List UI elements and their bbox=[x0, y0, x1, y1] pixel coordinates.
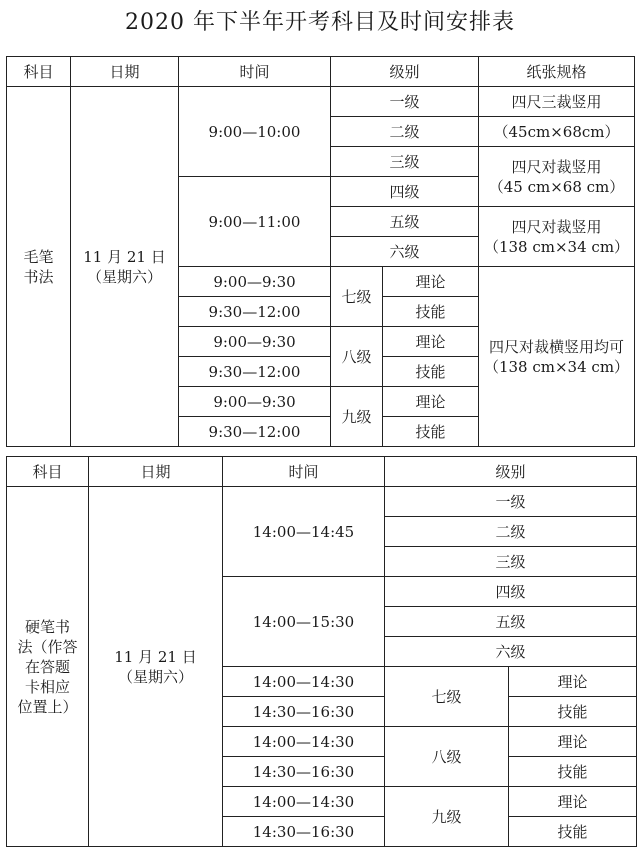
time-cell: 14:30—16:30 bbox=[223, 757, 385, 787]
level-cell: 八级 bbox=[385, 727, 509, 787]
subject-cell bbox=[7, 487, 89, 847]
level-cell: 六级 bbox=[385, 637, 637, 667]
subject-line: 法（作答 bbox=[17, 637, 78, 656]
paper-line: 四尺对裁竖用 bbox=[511, 217, 602, 236]
sublevel-cell: 理论 bbox=[509, 727, 637, 757]
date-line: （星期六） bbox=[86, 267, 162, 286]
subject-line: 位置上） bbox=[17, 697, 78, 716]
header-cell: 时间 bbox=[223, 457, 385, 487]
time-cell: 9:30—12:00 bbox=[179, 357, 331, 387]
sublevel-cell: 技能 bbox=[509, 757, 637, 787]
subject-line: 硬笔书 bbox=[24, 617, 70, 636]
date-line: 11 月 21 日 bbox=[83, 247, 166, 266]
hard-pen-calligraphy-table bbox=[6, 456, 637, 847]
level-cell: 五级 bbox=[385, 607, 637, 637]
time-cell: 9:30—12:00 bbox=[179, 417, 331, 447]
level-cell: 一级 bbox=[385, 487, 637, 517]
paper-line: （138 cm×34 cm） bbox=[483, 237, 630, 256]
paper-cell bbox=[479, 147, 635, 207]
header-cell: 科目 bbox=[7, 457, 89, 487]
sublevel-cell: 理论 bbox=[383, 267, 479, 297]
sublevel-cell: 技能 bbox=[383, 417, 479, 447]
level-cell: 二级 bbox=[385, 517, 637, 547]
level-cell: 七级 bbox=[331, 267, 383, 327]
level-cell: 四级 bbox=[385, 577, 637, 607]
header-cell: 纸张规格 bbox=[479, 57, 635, 87]
time-cell: 14:30—16:30 bbox=[223, 817, 385, 847]
time-cell: 9:30—12:00 bbox=[179, 297, 331, 327]
paper-cell bbox=[479, 207, 635, 267]
level-cell: 三级 bbox=[331, 147, 479, 177]
paper-line: （138 cm×34 cm） bbox=[483, 357, 630, 376]
level-cell: 九级 bbox=[385, 787, 509, 847]
level-cell: 二级 bbox=[331, 117, 479, 147]
time-cell: 14:00—15:30 bbox=[223, 577, 385, 667]
date-line: 11 月 21 日 bbox=[114, 647, 197, 666]
level-cell: 六级 bbox=[331, 237, 479, 267]
sublevel-cell: 技能 bbox=[509, 697, 637, 727]
level-cell: 九级 bbox=[331, 387, 383, 447]
time-cell: 9:00—9:30 bbox=[179, 327, 331, 357]
paper-cell: （45cm×68cm） bbox=[479, 117, 635, 147]
subject-line: 毛笔 bbox=[23, 247, 54, 266]
time-cell: 14:00—14:30 bbox=[223, 727, 385, 757]
level-cell: 八级 bbox=[331, 327, 383, 387]
page-title: 2020 年下半年开考科目及时间安排表 bbox=[125, 10, 515, 35]
level-cell: 一级 bbox=[331, 87, 479, 117]
time-cell: 14:30—16:30 bbox=[223, 697, 385, 727]
sublevel-cell: 理论 bbox=[509, 667, 637, 697]
sublevel-cell: 技能 bbox=[383, 297, 479, 327]
paper-line: 四尺对裁横竖用均可 bbox=[489, 337, 625, 356]
level-cell: 三级 bbox=[385, 547, 637, 577]
sublevel-cell: 理论 bbox=[509, 787, 637, 817]
paper-cell bbox=[479, 267, 635, 447]
header-cell: 级别 bbox=[385, 457, 637, 487]
time-cell: 9:00—10:00 bbox=[179, 87, 331, 177]
table-row bbox=[7, 487, 637, 517]
paper-line: （45 cm×68 cm） bbox=[488, 177, 625, 196]
level-cell: 五级 bbox=[331, 207, 479, 237]
level-cell: 七级 bbox=[385, 667, 509, 727]
header-cell: 日期 bbox=[71, 57, 179, 87]
sublevel-cell: 技能 bbox=[509, 817, 637, 847]
table-header-row bbox=[7, 457, 637, 487]
time-cell: 14:00—14:30 bbox=[223, 787, 385, 817]
sublevel-cell: 技能 bbox=[383, 357, 479, 387]
time-cell: 14:00—14:45 bbox=[223, 487, 385, 577]
paper-line: 四尺对裁竖用 bbox=[511, 157, 602, 176]
time-cell: 9:00—11:00 bbox=[179, 177, 331, 267]
paper-cell: 四尺三裁竖用 bbox=[479, 87, 635, 117]
time-cell: 9:00—9:30 bbox=[179, 267, 331, 297]
subject-line: 书法 bbox=[23, 267, 54, 286]
header-cell: 级别 bbox=[331, 57, 479, 87]
subject-line: 在答题 bbox=[24, 657, 70, 676]
header-cell: 科目 bbox=[7, 57, 71, 87]
subject-line: 卡相应 bbox=[24, 677, 70, 696]
brush-calligraphy-table bbox=[6, 56, 635, 447]
date-line: （星期六） bbox=[117, 667, 193, 686]
date-cell bbox=[71, 87, 179, 447]
time-cell: 9:00—9:30 bbox=[179, 387, 331, 417]
date-cell bbox=[89, 487, 223, 847]
table-header-row bbox=[7, 57, 635, 87]
header-cell: 时间 bbox=[179, 57, 331, 87]
table-row bbox=[7, 87, 635, 117]
sublevel-cell: 理论 bbox=[383, 387, 479, 417]
subject-cell bbox=[7, 87, 71, 447]
level-cell: 四级 bbox=[331, 177, 479, 207]
time-cell: 14:00—14:30 bbox=[223, 667, 385, 697]
sublevel-cell: 理论 bbox=[383, 327, 479, 357]
header-cell: 日期 bbox=[89, 457, 223, 487]
